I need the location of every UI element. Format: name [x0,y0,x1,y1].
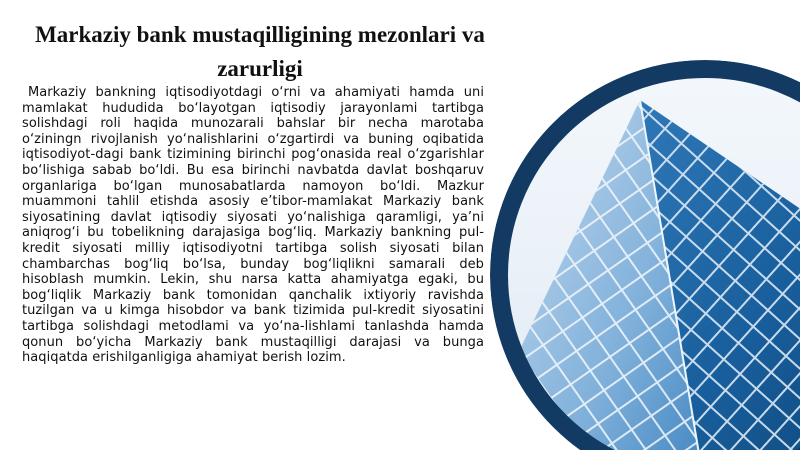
slide-title: Markaziy bank mustaqilligining mezonlari va zarurligi [35,22,485,81]
slide-body-text: Markaziy bankning iqtisodiyotdagi o‘rni va ahamiyati hamda uni mamlakat hududida bo‘layotgan iqtisodiy jarayonlami tartibga solishdagi roli haqida munozarali bahslar bir necha marotaba o‘ziningn rivojlanish yo‘nalishlarini o‘zgartirdi va buning oqibatida iqtisodiyot-dagi bank tizimining birinchi pog‘onasida real o‘zgarishlar bo‘lishiga sabab bo‘ldi. Bu esa birinchi navbatda davlat boshqaruv organlariga bo‘lgan munosabatlarda namoyon bo‘ldi. Mazkur muammoni tahlil etishda asosiy e’tibor-mamlakat Markaziy bank siyosatining davlat iqtisodiy siyosati yo‘nalishiga qaramligi, ya’ni aniqrog‘i bu tobelikning darajasiga bog‘liq. Markaziy bankning pul-kredit siyosati milliy iqtisodiyotni tartibga solish siyosati bilan chambarchas bog‘liq bo‘lsa, bunday bog‘liqlikni samarali deb hisoblash mumkin. Lekin, shu narsa katta ahamiyatga egaki, bu bog‘liqlik Markaziy bank tomonidan qanchalik ixtiyoriy ravishda tuzilgan va u kimga hisobdor va bank tizimida pul-kredit siyosatini tartibga solishdagi metodlami va yo‘na-lishlami tanlashda hamda qonun bo‘yicha Markaziy bank mustaqilligi darajasi va bunga haqiqatda erishilganligiga ahamiyat berish lozim. [22,85,484,366]
glass-skyscraper-illustration [490,60,800,450]
skyscraper-photo [490,60,800,450]
